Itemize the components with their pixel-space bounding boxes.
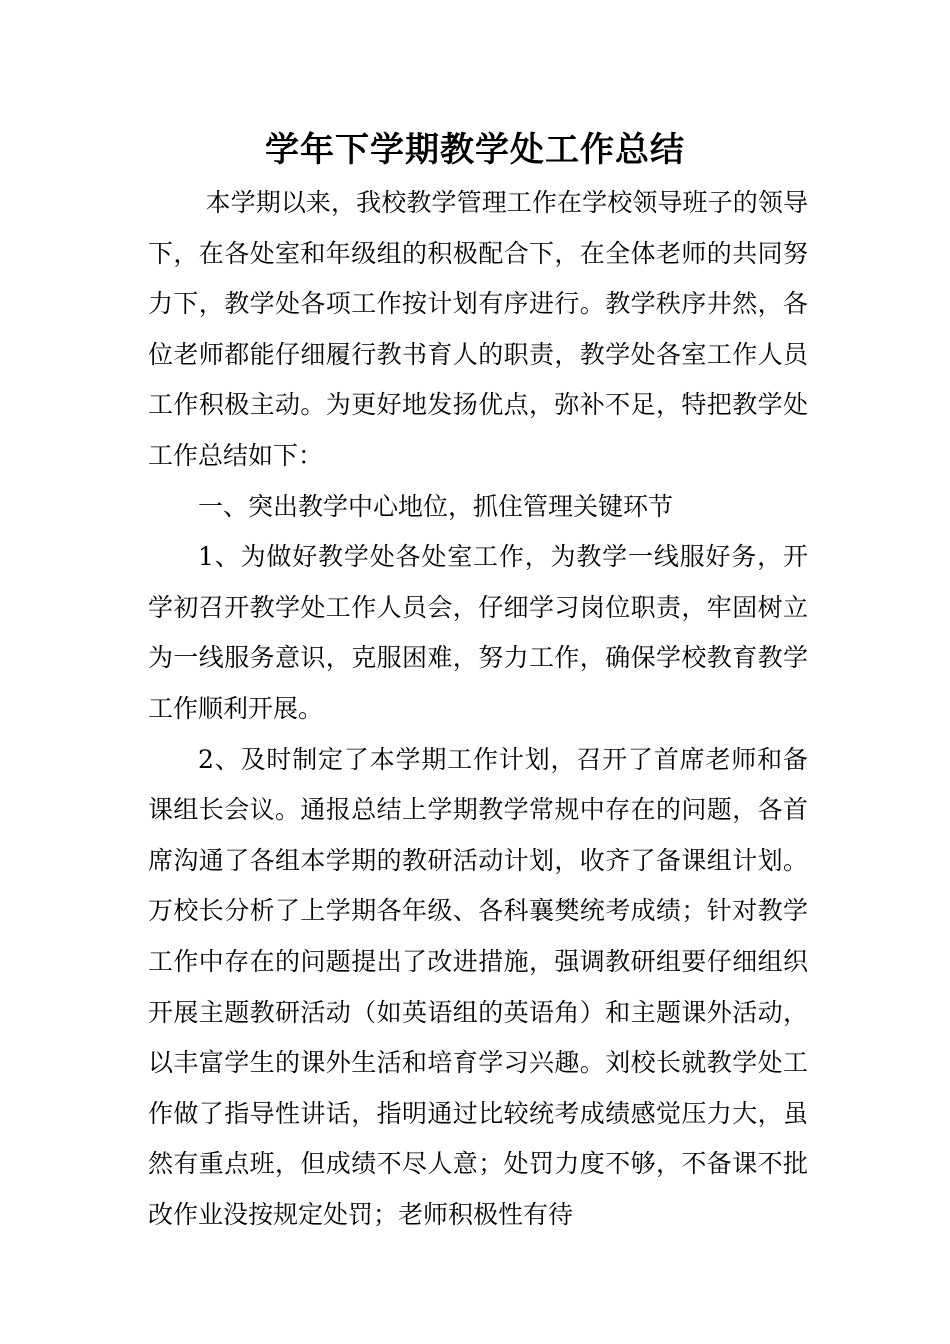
paragraph-item-1: 1、为做好教学处各处室工作，为教学一线服好务，开学初召开教学处工作人员会，仔细学习岗位职责，牢固树立为一线服务意识，克服困难，努力工作，确保学校教育教学工作顺利开展。 xyxy=(148,542,808,723)
paragraph-intro: 本学期以来，我校教学管理工作在学校领导班子的领导下，在各处室和年级组的积极配合下，在全体老师的共同努力下，教学处各项工作按计划有序进行。教学秩序井然，各位老师都能仔细履行教书育人的职责，教学处各室工作人员工作积极主动。为更好地发扬优点，弥补不足，特把教学处工作总结如下： xyxy=(148,188,808,470)
document-title: 学年下学期教学处工作总结 xyxy=(265,130,685,170)
paragraph-item-2: 2、及时制定了本学期工作计划，召开了首席老师和备课组长会议。通报总结上学期教学常规中存在的问题，各首席沟通了各组本学期的教研活动计划，收齐了备课组计划。万校长分析了上学期各年级、各科襄樊统考成绩；针对教学工作中存在的问题提出了改进措施，强调教研组要仔细组织开展主题教研活动（如英语组的英语角）和主题课外活动，以丰富学生的课外生活和培育学习兴趣。刘校长就教学处工作做了指导性讲话，指明通过比较统考成绩感觉压力大，虽然有重点班，但成绩不尽人意；处罚力度不够，不备课不批改作业没按规定处罚；老师积极性有待 xyxy=(148,744,808,1229)
section-heading: 一、突出教学中心地位，抓住管理关键环节 xyxy=(198,491,674,521)
document-body xyxy=(148,178,808,1240)
